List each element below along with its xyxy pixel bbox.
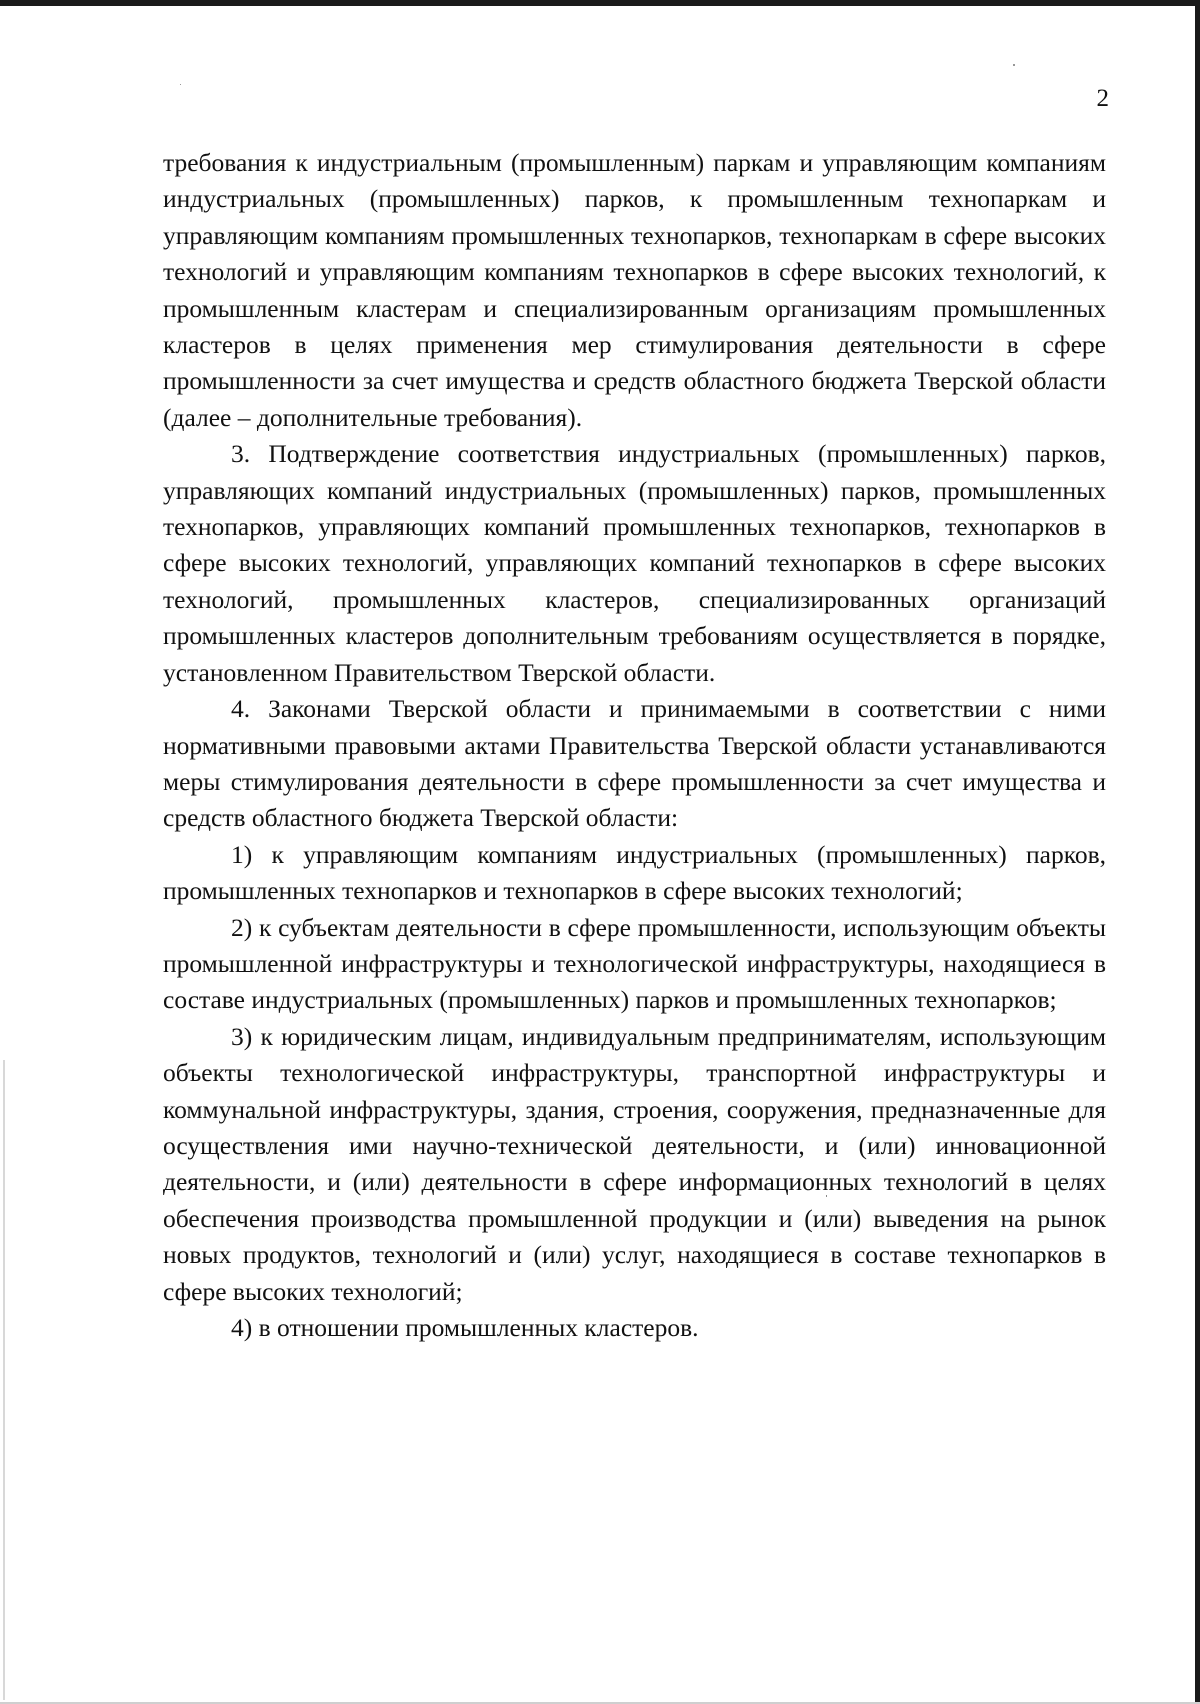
- paragraph-item-4: 4. Законами Тверской области и принимаемыми в соответствии с ними нормативными правовыми актами Правительства Тверской области устанавливаются меры стимулирования деятельности в сфере промышленности за счет имущества и средств областного бюджета Тверской области:: [163, 694, 1106, 833]
- document-body: [163, 145, 1106, 1346]
- page-number: 2: [1096, 85, 1109, 112]
- paragraph-item-3: 3. Подтверждение соответствия индустриальных (промышленных) парков, управляющих компаний индустриальных (промышленных) парков, промышленных технопарков, управляющих компаний промышленных технопарков, технопарков в сфере высоких технологий, управляющих компаний технопарков в сфере высоких технологий, промышленных кластеров, специализированных организаций промышленных кластеров дополнительным требованиям осуществляется в порядке, установленном Правительством Тверской области.: [163, 439, 1106, 687]
- scan-border-right: [1195, 0, 1200, 1704]
- list-item-3: 3) к юридическим лицам, индивидуальным предпринимателям, использующим объекты технологической инфраструктуры, транспортной инфраструктуры и коммунальной инфраструктуры, здания, строения, сооружения, предназначенные для осуществления ими научно-технической деятельности, и (или) инновационной деятельности, и (или) деятельности в сфере информационных технологий в целях обеспечения производства промышленной продукции и (или) выведения на рынок новых продуктов, технологий и (или) услуг, находящиеся в составе технопарков в сфере высоких технологий;: [163, 1021, 1106, 1306]
- list-item-2: 2) к субъектам деятельности в сфере промышленности, использующим объекты промышленной инфраструктуры и технологической инфраструктуры, находящиеся в составе индустриальных (промышленных) парков и промышленных технопарков;: [163, 912, 1106, 1015]
- list-item-1: 1) к управляющим компаниям индустриальных (промышленных) парков, промышленных технопарков и технопарков в сфере высоких технологий;: [163, 839, 1106, 906]
- scan-border-left: [3, 1060, 5, 1700]
- scan-speck: [180, 84, 181, 85]
- scan-speck: [1013, 64, 1015, 66]
- list-item-4: 4) в отношении промышленных кластеров.: [231, 1313, 699, 1342]
- paragraph-continuation: требования к индустриальным (промышленным) паркам и управляющим компаниям индустриальных (промышленных) парков, к промышленным технопаркам и управляющим компаниям промышленных технопарков, технопаркам в сфере высоких технологий и управляющим компаниям технопарков в сфере высоких технологий, к промышленным кластерам и специализированным организациям промышленных кластеров в целях применения мер стимулирования деятельности в сфере промышленности за счет имущества и средств областного бюджета Тверской области (далее – дополнительные требования).: [163, 148, 1106, 432]
- scan-border-top: [0, 0, 1200, 6]
